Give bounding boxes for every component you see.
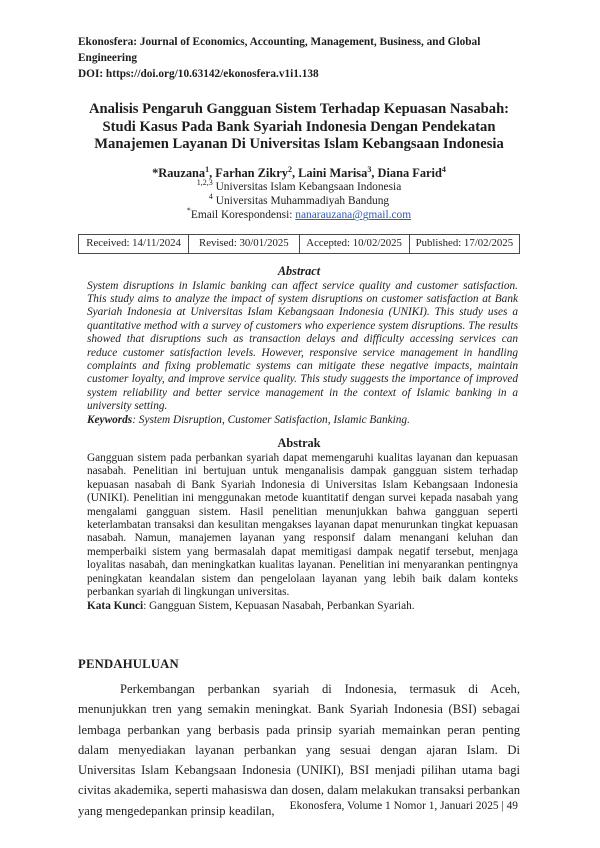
author-superscript-2: 2 [287, 164, 292, 174]
date-received: Received: 14/11/2024 [79, 234, 189, 253]
kata-kunci-line [87, 600, 518, 613]
kata-kunci-label: Kata Kunci [87, 599, 144, 612]
dates-table [78, 234, 520, 254]
abstract-body: System disruptions in Islamic banking can affect service quality and customer satisfaction. This study aims to analyze the impact of system disruptions on customer satisfaction at Bank Syariah Indonesia at Universitas Islam Kebangsaan Indonesia (UNIKI). This study uses a quantitative method with a survey of customers who experience system disruptions. The results showed that disruptions such as transaction delays and difficulty accessing services can reduce customer satisfaction levels. However, responsive service management in handling complaints and fixing problematic systems can mitigate these negative impacts, maintain customer loyalty, and improve service quality. This study suggests the importance of improved system reliability and better service management in the context of Islamic banking in a university setting. [87, 279, 518, 413]
author-superscript-1: 1 [205, 164, 210, 174]
keywords-line [87, 414, 518, 427]
email-label: Email Korespondensi: [190, 209, 296, 222]
paper-title-line-1: Analisis Pengaruh Gangguan Sistem Terhadap Kepuasan Nasabah: [88, 101, 510, 117]
journal-header [78, 34, 520, 82]
affiliation-line-1 [78, 177, 520, 195]
author-name-2: , Farhan Zikry [209, 165, 288, 180]
abstrak-heading: Abstrak [277, 436, 321, 451]
date-accepted: Accepted: 10/02/2025 [299, 234, 409, 253]
affiliation-text-1: Universitas Islam Kebangsaan Indonesia [212, 180, 402, 193]
affiliation-superscript-2: 4 [208, 191, 213, 201]
date-published: Published: 17/02/2025 [409, 234, 519, 253]
email-superscript: * [186, 206, 191, 216]
author-superscript-4: 4 [441, 164, 446, 174]
kata-kunci-text: : Gangguan Sistem, Kepuasan Nasabah, Perbankan Syariah. [143, 599, 415, 612]
affiliation-line-2 [78, 191, 520, 209]
journal-name-line: Ekonosfera: Journal of Economics, Accounting, Management, Business, and Global Engineering [78, 36, 481, 64]
doi-line: DOI: https://doi.org/10.63142/ekonosfera.v1i1.138 [78, 68, 319, 80]
abstract-heading: Abstract [277, 263, 321, 278]
intro-paragraph: Perkembangan perbankan syariah di Indonesia, termasuk di Aceh, menunjukkan tren yang semakin meningkat. Bank Syariah Indonesia (BSI) sebagai lembaga perbankan yang berbasis pada prinsip syariah memainkan peran penting dalam menyediakan layanan perbankan yang sesuai dengan ajaran Islam. Di Universitas Islam Kebangsaan Indonesia (UNIKI), BSI menjadi pilihan utama bagi civitas akademika, seperti mahasiswa dan dosen, dalam melakukan transaksi perbankan yang mengedepankan prinsip keadilan, [78, 681, 520, 818]
email-line [78, 208, 520, 222]
email-link[interactable]: nanarauzana@gmail.com [295, 209, 412, 222]
paper-title-line-2: Studi Kasus Pada Bank Syariah Indonesia Dengan Pendekatan [102, 118, 496, 135]
paper-title [78, 101, 520, 154]
paper-title-line-3: Manajemen Layanan Di Universitas Islam Kebangsaan Indonesia [94, 136, 504, 153]
page-footer: Ekonosfera, Volume 1 Nomor 1, Januari 2025 | 49 [289, 800, 518, 812]
date-revised: Revised: 30/01/2025 [189, 234, 299, 253]
author-name-4: , Diana Farid [371, 165, 442, 180]
keywords-label: Keywords [87, 413, 133, 426]
affiliation-superscript-1: 1,2,3 [196, 177, 213, 187]
abstrak-body: Gangguan sistem pada perbankan syariah dapat memengaruhi kualitas layanan dan kepuasan nasabah. Penelitian ini bertujuan untuk menganalisis dampak gangguan sistem terhadap kepuasan nasabah di Bank Syariah Indonesia di Universitas Islam Kebangsaan Indonesia (UNIKI). Penelitian ini menggunakan metode kuantitatif dengan survei kepada nasabah yang mengalami gangguan sistem. Hasil penelitian menunjukkan bahwa gangguan seperti keterlambatan transaksi dan kesulitan mengakses layanan dapat menurunkan tingkat kepuasan nasabah. Namun, manajemen layanan yang responsif dalam menangani keluhan dan memperbaiki sistem yang bermasalah dapat memitigasi dampak negatif tersebut, menjaga loyalitas nasabah, dan meningkatkan kualitas layanan. Penelitian ini menyarankan pentingnya peningkatan keandalan sistem dan pengelolaan layanan yang lebih baik dalam konteks perbankan syariah di lingkungan universitas. [87, 452, 518, 599]
author-superscript-3: 3 [367, 164, 372, 174]
affiliation-text-2: Universitas Muhammadiyah Bandung [212, 194, 390, 207]
section-heading-pendahuluan: PENDAHULUAN [78, 656, 179, 671]
keywords-text: : System Disruption, Customer Satisfaction, Islamic Banking. [132, 413, 410, 426]
author-name-3: , Laini Marisa [291, 165, 368, 180]
author-name-1: *Rauzana [152, 165, 206, 180]
authors-line [78, 166, 520, 181]
dates-row [79, 234, 520, 253]
